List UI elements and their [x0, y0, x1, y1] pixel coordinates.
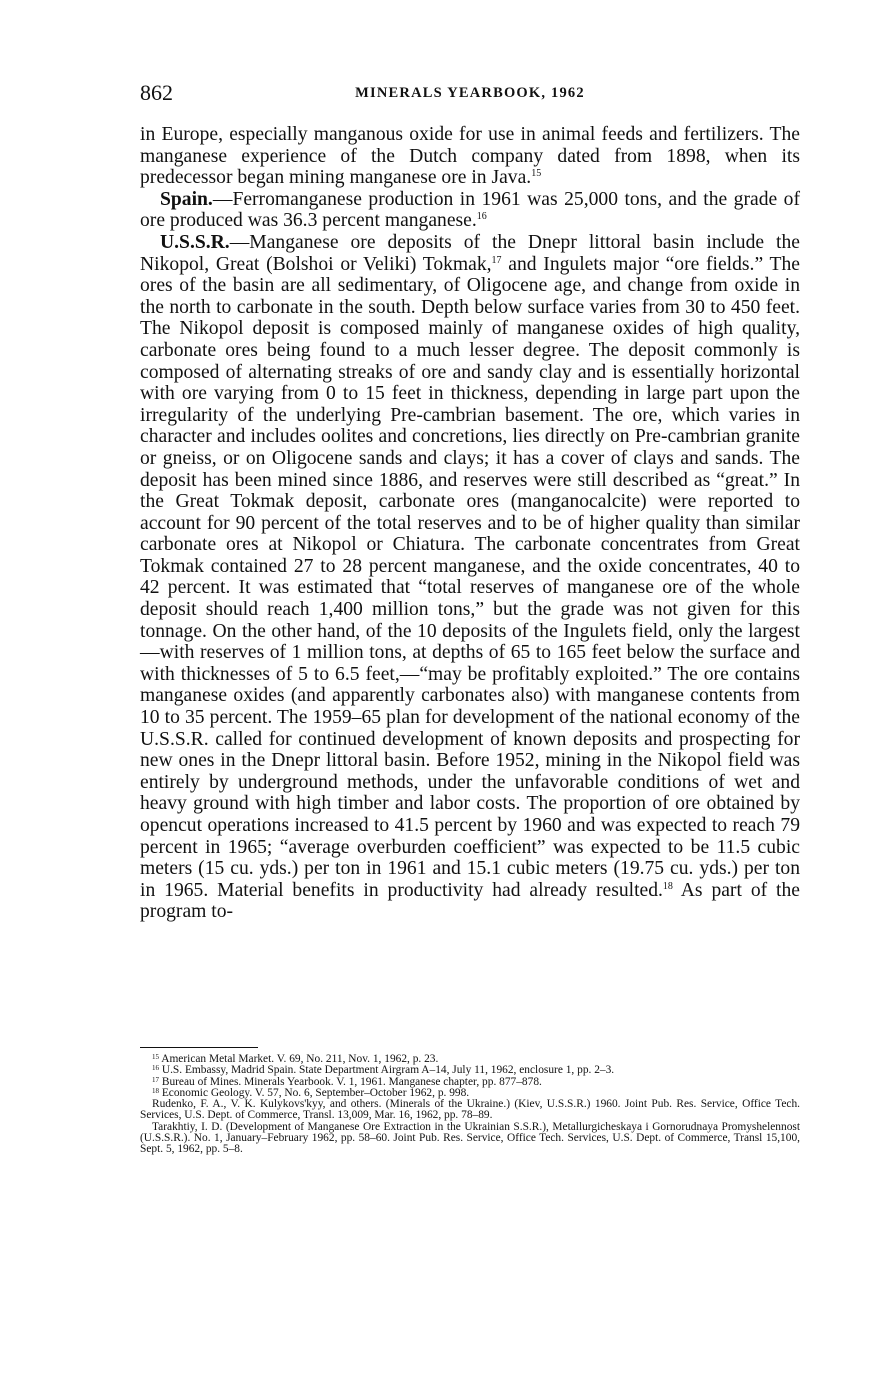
footnote-number: 17 — [152, 1075, 159, 1084]
running-title: MINERALS YEARBOOK, 1962 — [355, 85, 585, 101]
footnote-text: U.S. Embassy, Madrid Spain. State Department Airgram A–14, July 11, 1962, enclosure 1, pp. 2–3. — [159, 1064, 615, 1077]
section-lead-ussr: U.S.S.R. — [160, 231, 230, 253]
footnote-18-rudenko: Rudenko, F. A., V. K. Kulykovs'kyy, and others. (Minerals of the Ukraine.) (Kiev, U.S.S.R.) 1960. Joint Pub. Res. Service, Office Tech. Services, U.S. Dept. of Commerce, Transl. 13,009, Mar. 16, 1962, pp. 78–89. — [140, 1098, 800, 1122]
paragraph-ussr — [140, 232, 800, 923]
footnote-ref-18: 18 — [662, 880, 673, 892]
page-header — [140, 80, 800, 106]
footnote-divider — [140, 1047, 258, 1048]
footnote-ref-16: 16 — [476, 211, 487, 223]
footnote-text: Bureau of Mines. Minerals Yearbook. V. 1, 1961. Manganese chapter, pp. 877–878. — [159, 1075, 542, 1088]
section-lead-spain: Spain. — [160, 188, 213, 210]
paragraph-text: in Europe, especially manganous oxide for use in animal feeds and fertilizers. The manganese experience of the Dutch company dated from 1898, when its predecessor began mining manganese ore in Java. — [140, 124, 800, 189]
footnote-ref-17: 17 — [491, 254, 502, 266]
footnote-number: 18 — [152, 1086, 159, 1095]
footnote-number: 15 — [152, 1053, 159, 1061]
footnotes — [140, 1054, 800, 1156]
footnote-18-tarakhtiy: Tarakhtiy, I. D. (Development of Manganese Ore Extraction in the Ukrainian S.S.R.), Metallurgicheskaya i Gornorudnaya Promyshelennost (U.S.S.R.). No. 1, January–February 1962, pp. 58–60. Joint Pub. Res. Service, Office Tech. Services, U.S. Dept. of Commerce, Transl 15,100, Sept. 5, 1962, pp. 5–8. — [140, 1120, 800, 1156]
paragraph-text: As part of the program to- — [140, 879, 800, 923]
footnote-ref-15: 15 — [531, 168, 542, 180]
paragraph-text: —Ferromanganese production in 1961 was 25,000 tons, and the grade of ore produced was 36.3 percent manganese. — [140, 188, 800, 232]
paragraph-spain — [140, 189, 800, 232]
paragraph-text: —Manganese ore deposits of the Dnepr littoral basin include the Nikopol, Great (Bolshoi or Veliki) Tokmak, — [140, 231, 800, 275]
footnote-text: American Metal Market. V. 69, No. 211, Nov. 1, 1962, p. 23. — [159, 1053, 439, 1065]
body-text — [140, 124, 800, 923]
paragraph-text: and Ingulets major “ore fields.” The ores of the basin are all sedimentary, of Oligocene age, and change from oxide in the north to carbonate in the south. Depth below surface varies from 30 to 450 feet. The Nikopol deposit is composed mainly of manganese oxides of high quality, carbonate ores being found to a much lesser degree. The deposit commonly is composed of alternating streaks of ore and sandy clay and is essentially horizontal with ore varying from 0 to 15 feet in thickness, depending in large part upon the irregularity of the underlying Pre-cambrian basement. The ore, which varies in character and includes oolites and concretions, lies directly on Pre-cambrian granite or gneiss, or on Oligocene sands and clays; it has a cover of clays and sands. The deposit has been mined since 1886, and reserves were still described as “great.” In the Great Tokmak deposit, carbonate ores (manganocalcite) were reported to account for 90 percent of the total reserves and to be of higher quality than similar carbonate ores at Nikopol or Chiatura. The carbonate concentrates from Great Tokmak contained 27 to 28 percent manganese, and the oxide concentrates, 40 to 42 percent. It was estimated that “total reserves of manganese ore of the whole deposit should reach 1,400 million tons,” but the grade was not given for this tonnage. On the other hand, of the 10 deposits of the Ingulets field, only the largest—with reserves of 1 million tons, at depths of 65 to 165 feet below the surface and with thicknesses of 5 to 6.5 feet,—“may be profitably exploited.” The ore contains manganese oxides (and apparently carbonates also) with manganese contents from 10 to 35 percent. The 1959–65 plan for development of the national economy of the U.S.S.R. called for continued development of known deposits and prospecting for new ones in the Dnepr littoral basin. Before 1952, mining in the Nikopol field was entirely by underground methods, under the unfavorable conditions of wet and heavy ground with high timber and labor costs. The proportion of ore obtained by opencut operations increased to 41.5 percent by 1960 and was expected to reach 79 percent in 1965; “average overburden coefficient” was expected to be 11.5 cubic meters (15 cu. yds.) per ton in 1961 and 15.1 cubic meters (19.75 cu. yds.) per ton in 1965. Material benefits in productivity had already resulted. — [140, 253, 800, 901]
page-number: 862 — [140, 80, 173, 105]
footnote-text: Economic Geology. V. 57, No. 6, September–October 1962, p. 998. — [159, 1086, 470, 1099]
footnote-number: 16 — [152, 1064, 159, 1073]
paragraph-netherlands-continuation — [140, 124, 800, 189]
